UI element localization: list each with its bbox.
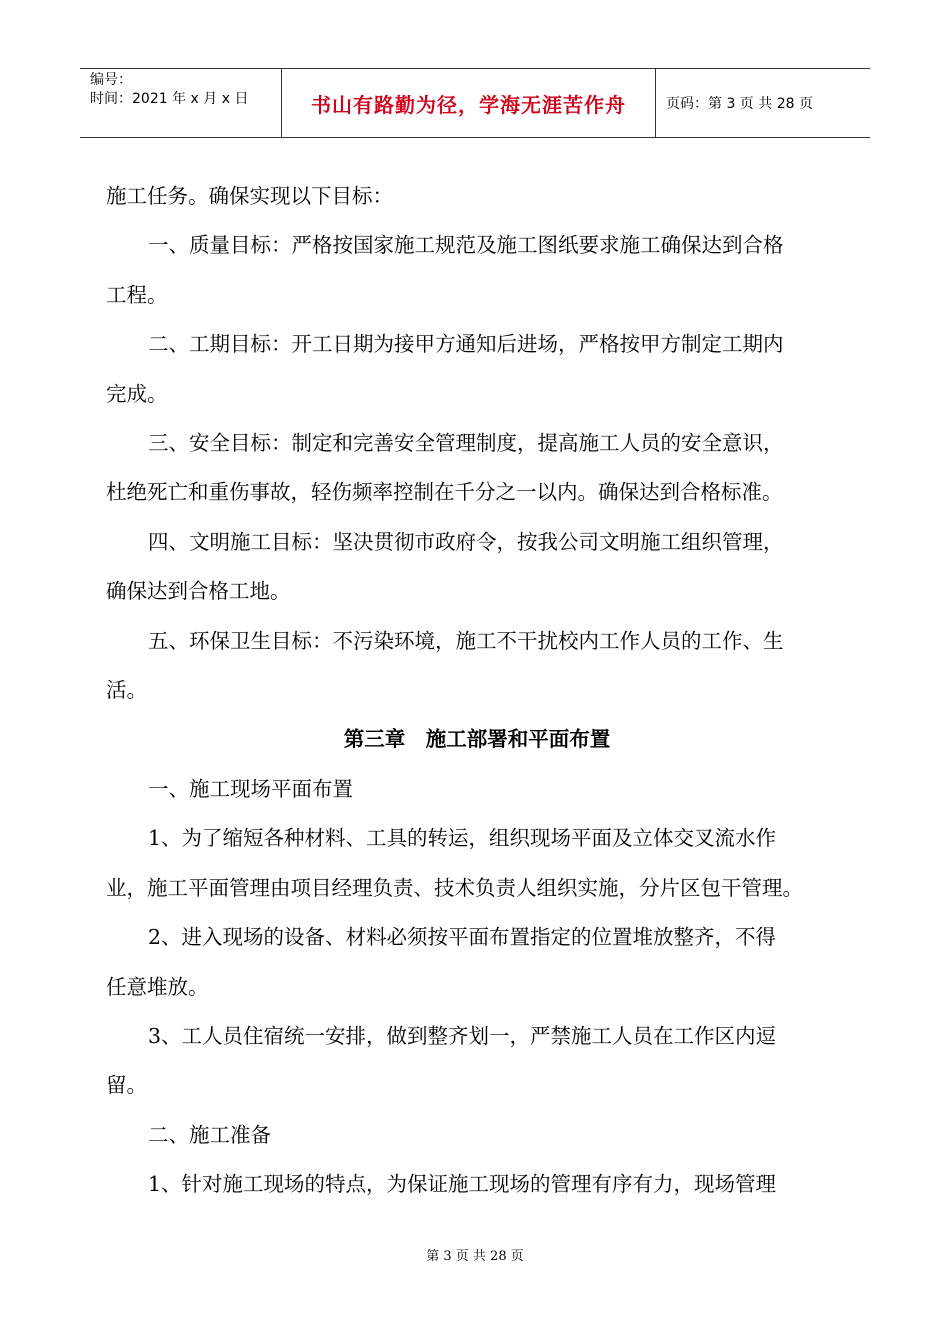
header-meta <box>80 69 282 137</box>
paragraph-line: 2、进入现场的设备、材料必须按平面布置指定的位置堆放整齐，不得 <box>148 925 777 950</box>
paragraph-line: 五、环保卫生目标：不污染环境，施工不干扰校内工作人员的工作、生 <box>148 628 784 653</box>
chapter-heading: 第三章 施工部署和平面布置 <box>343 727 611 752</box>
paragraph-line: 完成。 <box>106 381 168 406</box>
section-heading: 一、施工现场平面布置 <box>148 776 353 801</box>
paragraph-line: 1、为了缩短各种材料、工具的转运，组织现场平面及立体交叉流水作 <box>148 826 777 851</box>
paragraph-line: 留。 <box>106 1073 147 1098</box>
paragraph-line: 杜绝死亡和重伤事故，轻伤频率控制在千分之一以内。确保达到合格标准。 <box>106 480 783 505</box>
paragraph-line: 施工任务。确保实现以下目标： <box>106 184 393 208</box>
paragraph-line: 业，施工平面管理由项目经理负责、技术负责人组织实施，分片区包干管理。 <box>106 875 803 900</box>
paragraph-line: 二、工期目标：开工日期为接甲方通知后进场，严格按甲方制定工期内 <box>148 332 784 357</box>
paragraph-line: 确保达到合格工地。 <box>106 579 291 604</box>
paragraph-line: 一、质量目标：严格按国家施工规范及施工图纸要求施工确保达到合格 <box>148 233 784 258</box>
paragraph-line: 四、文明施工目标：坚决贯彻市政府令，按我公司文明施工组织管理， <box>148 529 784 554</box>
document-body <box>106 172 848 1210</box>
header-motto: 书山有路勤为径，学海无涯苦作舟 <box>311 92 626 117</box>
document-date: 时间：2021 年 x 月 x 日 <box>90 91 249 107</box>
paragraph-line: 1、针对施工现场的特点，为保证施工现场的管理有序有力，现场管理 <box>148 1172 777 1197</box>
document-number-label: 编号： <box>90 72 132 88</box>
paragraph-line: 工程。 <box>106 282 168 307</box>
paragraph-line: 3、工人员住宿统一安排，做到整齐划一，严禁施工人员在工作区内逗 <box>148 1023 777 1048</box>
paragraph-line: 活。 <box>106 678 147 703</box>
paragraph-line: 任意堆放。 <box>106 974 209 999</box>
header-motto-cell <box>282 69 656 137</box>
header-page-info: 页码：第 3 页 共 28 页 <box>666 96 813 112</box>
section-heading: 二、施工准备 <box>148 1122 271 1147</box>
paragraph-line: 三、安全目标：制定和完善安全管理制度，提高施工人员的安全意识， <box>148 431 784 456</box>
page-header <box>80 68 870 138</box>
page-footer: 第 3 页 共 28 页 <box>426 1249 524 1264</box>
